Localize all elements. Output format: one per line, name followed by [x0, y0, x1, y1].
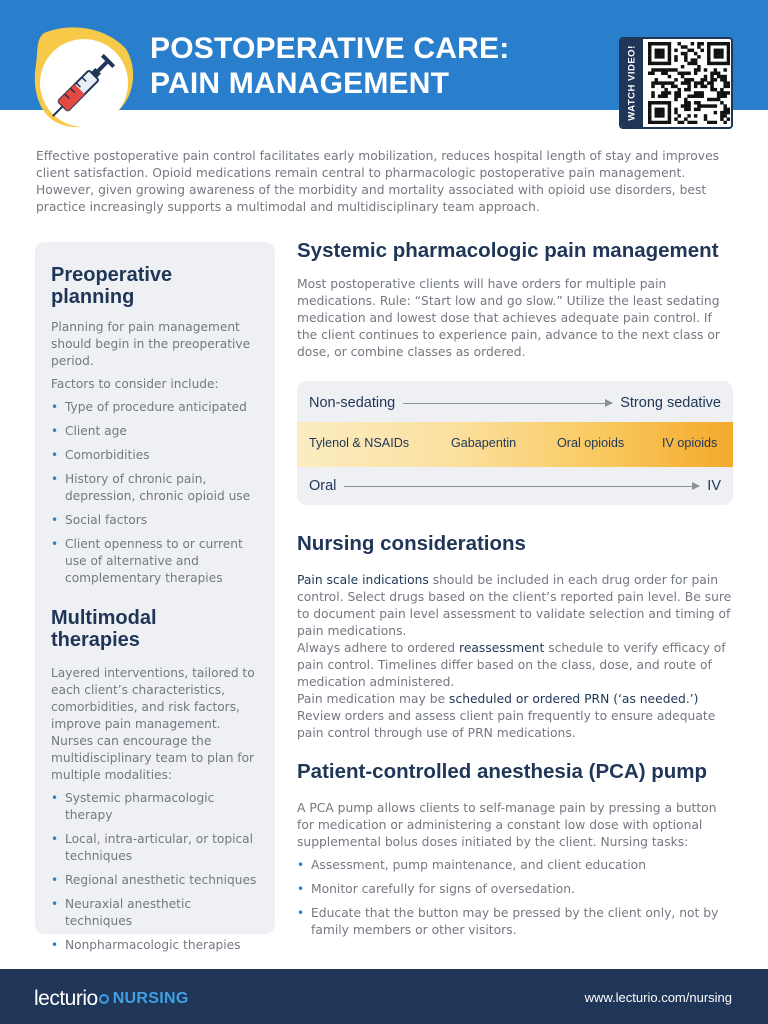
- paragraph-text: should be included in each drug order for pain control. Select drugs based on the client’s reported pain level. Be sure to document pain level assessment to validate selection and timing of pain medications.: [297, 573, 732, 638]
- multimodal-heading-line2: therapies: [51, 629, 140, 651]
- page-title: [150, 31, 509, 101]
- highlight-text: scheduled or ordered PRN (‘as needed.’): [449, 692, 699, 706]
- list-item: • Social factors: [51, 512, 261, 529]
- arrow-right-icon: [344, 486, 699, 487]
- scale-right-bottom: IV: [707, 478, 721, 494]
- qr-label: WATCH VIDEO!: [626, 45, 638, 121]
- preop-heading-line1: Preoperative: [51, 264, 173, 286]
- multimodal-text: Layered interventions, tailored to each client’s characteristics, comorbidities, and risk factors, improve pain management. Nurses can encourage the multidisciplinary team to plan for multiple modalities:: [51, 666, 255, 782]
- drug-label: IV opioids: [662, 436, 718, 450]
- logo-mark-icon: [99, 994, 109, 1004]
- intro-paragraph: Effective postoperative pain control facilitates early mobilization, reduces hospital length of stay and improves client satisfaction. Opioid medications remain central to pharmacologic postoperative pain management. However, given growing awareness of the morbidity and mortality associated with opioid use disorders, best practice increasingly supports a multimodal and multidisciplinary team approach.: [36, 149, 720, 214]
- watch-video-qr[interactable]: [619, 37, 733, 129]
- lecturio-logo[interactable]: [34, 987, 189, 1011]
- footer-url-link[interactable]: www.lecturio.com/nursing: [584, 990, 732, 1005]
- list-item: • Client openness to or current use of alternative and complementary therapies: [51, 536, 261, 587]
- list-item: • History of chronic pain, depression, chronic opioid use: [51, 471, 261, 505]
- preop-text: Planning for pain management should begin in the preoperative period.: [51, 320, 251, 368]
- paragraph-text: Always adhere to ordered: [297, 641, 460, 655]
- qr-label-strip: [621, 39, 643, 127]
- nursing-paragraph-2: [297, 640, 735, 691]
- list-item: • Assessment, pump maintenance, and client education: [297, 857, 735, 874]
- nursing-paragraph-1: [297, 572, 735, 640]
- list-item: • Monitor carefully for signs of oversedation.: [297, 881, 735, 898]
- pca-text: A PCA pump allows clients to self-manage pain by pressing a button for medication or administering a constant low dose with optional supplemental bolus doses initiated by the client. Nursing tasks:: [297, 801, 717, 849]
- syringe-icon: [34, 25, 134, 131]
- scale-left-bottom: Oral: [309, 478, 337, 494]
- list-item: • Systemic pharmacologic therapy: [51, 790, 261, 824]
- list-item: • Educate that the button may be pressed by the client only, not by family members or other visitors.: [297, 905, 735, 939]
- drug-label: Tylenol & NSAIDs: [309, 436, 410, 450]
- list-item: • Local, intra-articular, or topical techniques: [51, 831, 261, 865]
- sedation-axis: [309, 392, 721, 414]
- arrow-right-icon: [403, 403, 612, 404]
- pca-section: [297, 759, 735, 946]
- list-item: • Comorbidities: [51, 447, 261, 464]
- nursing-section: [297, 531, 735, 742]
- list-item: • Regional anesthetic techniques: [51, 872, 261, 889]
- preop-factors-intro: Factors to consider include:: [51, 377, 219, 391]
- list-item: • Client age: [51, 423, 261, 440]
- sidebar-panel: [35, 242, 275, 952]
- qr-code-icon: [648, 42, 730, 124]
- sedation-scale-panel: [297, 381, 733, 505]
- multimodal-heading-line1: Multimodal: [51, 607, 157, 629]
- preop-heading: [51, 264, 261, 308]
- preop-factor-list: [51, 399, 261, 587]
- footer-bar: [0, 969, 768, 1024]
- list-item: • Nonpharmacologic therapies: [51, 937, 261, 954]
- scale-left-top: Non-sedating: [309, 395, 396, 411]
- nursing-heading: Nursing considerations: [297, 532, 526, 555]
- nursing-paragraph-3: [297, 691, 735, 742]
- pca-heading: Patient-controlled anesthesia (PCA) pump: [297, 760, 708, 783]
- drug-gradient-bar: [297, 422, 733, 467]
- preop-heading-line2: planning: [51, 286, 135, 308]
- list-item: • Neuraxial anesthetic techniques: [51, 896, 261, 930]
- title-line-2: PAIN MANAGEMENT: [150, 67, 450, 100]
- systemic-heading: Systemic pharmacologic pain management: [297, 239, 719, 262]
- paragraph-text: Review orders and assess client pain frequently to ensure adequate pain control through use of PRN medications.: [297, 709, 716, 740]
- list-item: • Type of procedure anticipated: [51, 399, 261, 416]
- header-banner: [0, 0, 768, 121]
- logo-suffix: NURSING: [112, 990, 189, 1007]
- pca-task-list: [297, 857, 735, 939]
- scale-right-top: Strong sedative: [620, 395, 721, 411]
- drug-label: Gabapentin: [451, 436, 517, 450]
- drug-label: Oral opioids: [557, 436, 625, 450]
- logo-brand: lecturio: [34, 987, 98, 1010]
- multimodal-list: [51, 790, 261, 954]
- title-line-1: POSTOPERATIVE CARE:: [150, 32, 510, 65]
- paragraph-text: Pain medication may be: [297, 692, 450, 706]
- multimodal-heading: [51, 607, 261, 651]
- paragraph-text: schedule to verify efficacy of pain control. Timelines differ based on the class, dose, and route of medication administered.: [297, 641, 726, 689]
- systemic-section: [297, 238, 735, 361]
- highlight-text: reassessment: [459, 641, 545, 655]
- highlight-text: Pain scale indications: [297, 573, 429, 587]
- systemic-text: Most postoperative clients will have orders for multiple pain medications. Rule: “Start low and go slow.” Utilize the least sedating medication and lowest dose that achieves adequate pain control. If the client continues to experience pain, advance to the next class or dose, or combine classes as ordered.: [297, 277, 720, 359]
- route-axis: [309, 475, 721, 497]
